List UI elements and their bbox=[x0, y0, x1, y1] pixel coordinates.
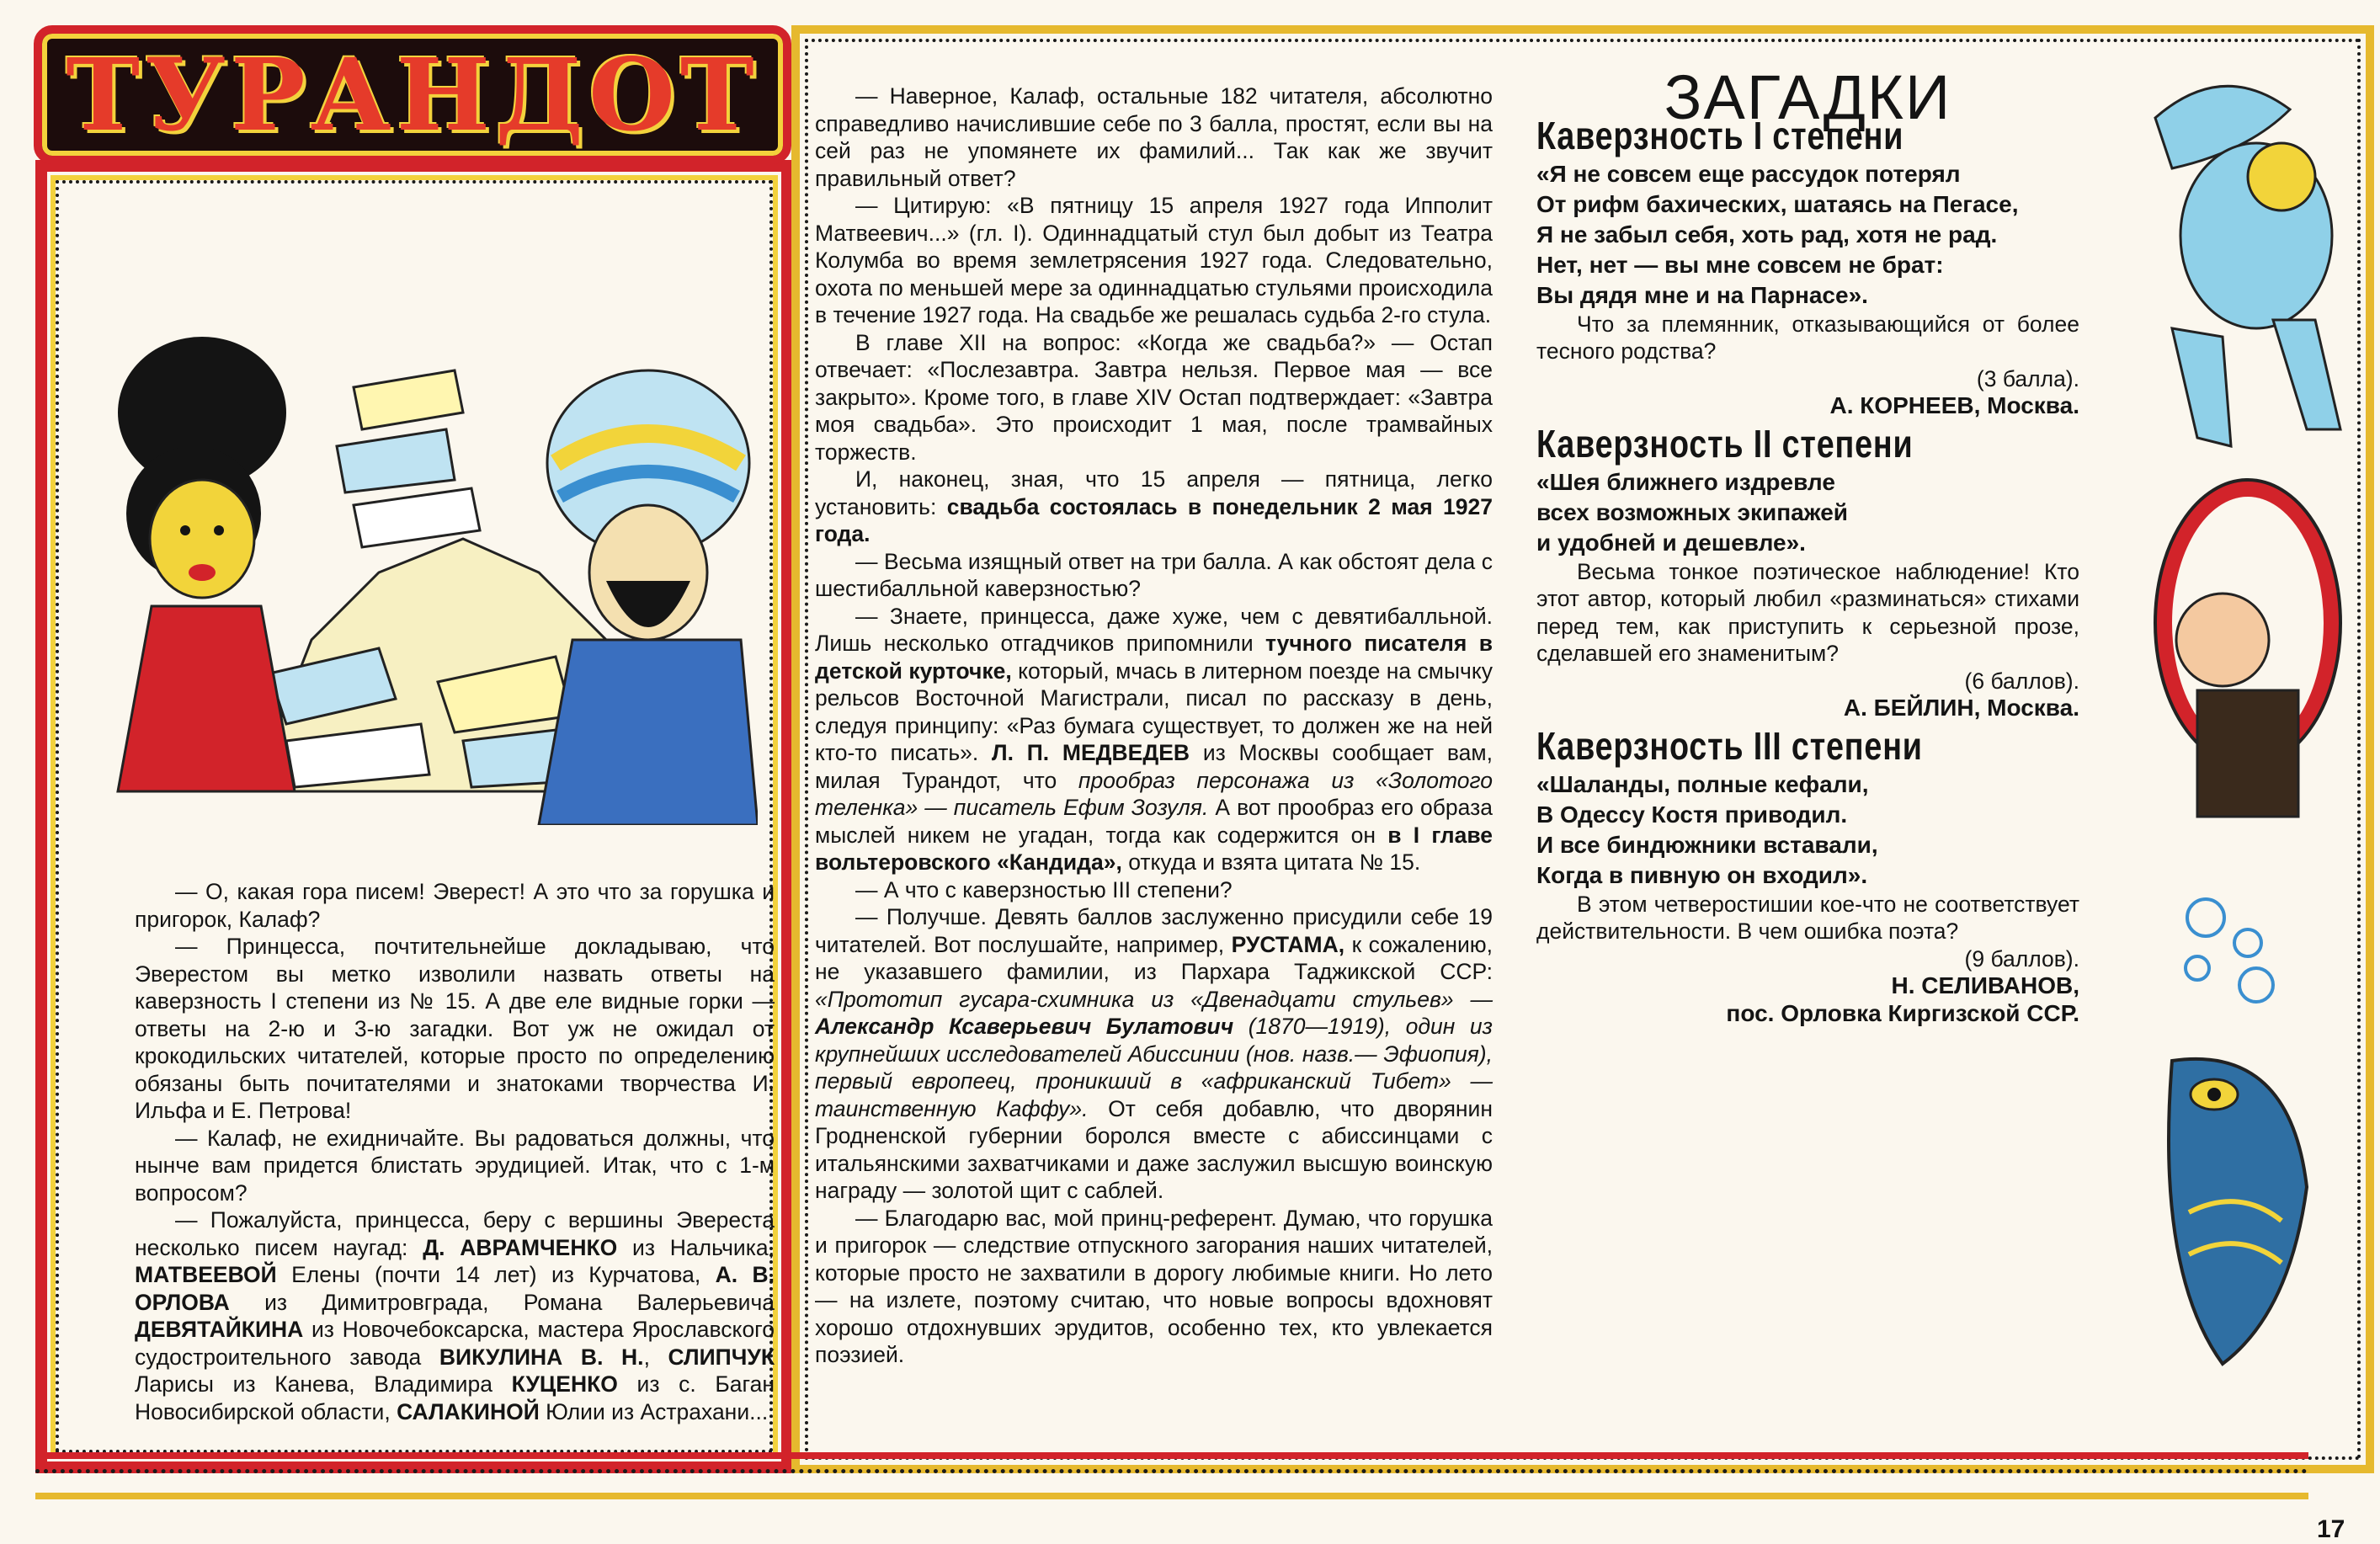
paragraph: — Пожалуйста, принцесса, беру с вершины Эвереста несколько писем наугад: Д. АВРАМЧЕНКО из Нальчика, МАТВЕЕВОЙ Елены (почти 14 лет) из Курчатова, А. В. ОРЛОВА из Димитровграда, Романа Валерьевича ДЕВЯТАЙКИНА из Новочебоксарска, мастера Ярославского судостроительного завода ВИКУЛИНА В. Н., СЛИПЧУК Ларисы из Канева, Владимира КУЦЕНКО из с. Баган Новосибирской области, САЛАКИНОЙ Юлии из Астрахани... bbox=[135, 1207, 775, 1424]
side-cartoon-illustrations bbox=[2122, 51, 2357, 1398]
paragraph: — О, какая гора писем! Эверест! А это что за горушка и пригорок, Калаф? bbox=[135, 879, 775, 932]
paragraph: — Наверное, Калаф, остальные 182 читателя, абсолютно справедливо начислившие себе по 3 балла, простят, если вы на сей раз не упомянете их фамилий... Так как же звучит правильный ответ? bbox=[815, 83, 1493, 191]
riddle-2-heading: Каверзность II степени bbox=[1536, 421, 1914, 466]
riddle-3-author-place: пос. Орловка Киргизской ССР. bbox=[1726, 999, 2079, 1026]
reader-name: СЛИПЧУК bbox=[668, 1344, 775, 1370]
riddle-1-points: (3 балла). bbox=[1976, 365, 2079, 391]
riddle-3-author: Н. СЕЛИВАНОВ, bbox=[1891, 972, 2079, 998]
riddle-1-verse: «Я не совсем еще рассудок потерял От рифм бахических, шатаясь на Пегасе, Я не забыл себя, хоть рад, хотя не рад. Нет, нет — вы мне совсем не брат: Вы дядя мне и на Парнасе». bbox=[1536, 160, 2019, 308]
riddle-2-question: Весьма тонкое поэтическое наблюдение! Кто этот автор, который любил «разминаться» стихами перед тем, как приступить к серьезной прозе, сделавшей его знаменитым? bbox=[1536, 558, 2079, 666]
bubbles-icon bbox=[2186, 899, 2273, 1002]
paragraph: — Калаф, не ехидничайте. Вы радоваться должны, что нынче вам придется блистать эрудицией. Итак, что с 1-м вопросом? bbox=[135, 1125, 775, 1206]
paragraph: В главе XII на вопрос: «Когда же свадьба?» — Остап отвечает: «Послезавтра. Завтра нельзя. Первое мая — все закрыто». Кроме того, в главе XIV Остап подтверждает: «Завтра моя свадьба». Это происходит 1 мая, после трамвайных торжеств. bbox=[815, 329, 1493, 465]
reader-name: Л. П. МЕДВЕДЕВ bbox=[992, 740, 1190, 765]
reader-name: А. В. ОРЛОВА bbox=[135, 1262, 775, 1315]
man-in-mirror-icon bbox=[2155, 480, 2340, 817]
paragraph: — Знаете, принцесса, даже хуже, чем с девятибалльной. Лишь несколько отгадчиков припомнили тучного писателя в детской курточке, который, мчась в литерном поезде на смычку рельсов Восточной Магистрали, писал по рассказу в день, следуя принципу: «Раз бумага существует, то должен же на ней кто-то писать». Л. П. МЕДВЕДЕВ из Москвы сообщает вам, милая Турандот, что прообраз персонажа из «Золотого теленка» — писатель Ефим Зозуля. А вот прообраз его образа мыслей никем не угадан, тогда как содержится он в I главе вольтеровского «Кандида», откуда и взята цитата № 15. bbox=[815, 603, 1493, 875]
paragraph: И, наконец, зная, что 15 апреля — пятница, легко установить: свадьба состоялась в понедельник 2 мая 1927 года. bbox=[815, 466, 1493, 546]
riddle-2-author: А. БЕЙЛИН, Москва. bbox=[1843, 695, 2079, 721]
princess-figure bbox=[118, 337, 295, 791]
riddle-1-heading: Каверзность I степени bbox=[1536, 113, 1904, 157]
reader-name: Д. АВРАМЧЕНКО bbox=[423, 1234, 618, 1260]
riddle-3-heading: Каверзность III степени bbox=[1536, 723, 1923, 768]
riddle-3-question: В этом четверостишии кое-что не соответствует действительности. В чем ошибка поэта? bbox=[1536, 891, 2079, 944]
calaf-figure bbox=[539, 370, 758, 825]
page-number: 17 bbox=[2317, 1515, 2345, 1543]
paragraph: — Весьма изящный ответ на три балла. А как обстоят дела с шестибалльной каверзностью? bbox=[815, 548, 1493, 601]
riddle-2-verse: «Шея ближнего издревле всех возможных экипажей и удобней и дешевле». bbox=[1536, 468, 1848, 556]
turandot-calaf-illustration bbox=[101, 320, 758, 825]
page-title: ТУРАНДОТ bbox=[66, 36, 759, 153]
riddles-heading: ЗАГАДКИ bbox=[1664, 62, 1952, 132]
paragraph: — Получше. Девять баллов заслуженно присудили себе 19 читателей. Вот послушайте, например, РУСТАМА, к сожалению, не указавшего фамилии, из Пархара Таджикской ССР: «Прототип гусара-схимника из «Двенадцати стульев» — Александр Ксаверьевич Булатович (1870—1919), один из крупнейших исследователей Абиссинии (нов. назв.— Эфиопия), первый европеец, проникший в «африканский Тибет» — таинственную Каффу». От себя добавлю, что дворянин Гродненской губернии боролся вместе с абиссинцами с итальянскими захватчиками и даже заслужил высшую воинскую награду — золотой щит с саблей. bbox=[815, 904, 1493, 1203]
paragraph: — Цитирую: «В пятницу 15 апреля 1927 года Ипполит Матвеевич...» (гл. I). Одиннадцатый стул был добыт из Театра Колумба во время землетрясения 1927 года. Следовательно, охота по меньшей мере за одиннадцатью стульями происходила в течение 1927 года. На свадьбе же решалась судьба 2-го стула. bbox=[815, 193, 1493, 327]
reader-name: РУСТАМА, bbox=[1231, 931, 1345, 957]
riddle-3-verse: «Шаланды, полные кефали, В Одессу Костя приводил. И все биндюжники вставали, Когда в пивную он входил». bbox=[1536, 770, 1878, 888]
paragraph: — А что с каверзностью III степени? bbox=[855, 876, 1233, 902]
answer-highlight: свадьба состоялась в понедельник 2 мая 1927 года. bbox=[815, 493, 1493, 546]
dialogue-column-middle bbox=[815, 83, 1493, 1369]
reader-name: КУЦЕНКО bbox=[511, 1371, 618, 1397]
mullet-fish-icon bbox=[2169, 1059, 2307, 1364]
pegasus-horse-icon bbox=[2155, 86, 2340, 446]
dialogue-column-left bbox=[135, 878, 775, 1425]
reader-name: ДЕВЯТАЙКИНА bbox=[135, 1317, 304, 1342]
riddles-column bbox=[1536, 62, 2079, 1027]
reader-name: МАТВЕЕВОЙ bbox=[135, 1262, 277, 1287]
riddle-3-points: (9 баллов). bbox=[1964, 945, 2079, 972]
bottom-decorative-strip bbox=[35, 1452, 2308, 1499]
riddle-1-question: Что за племянник, отказывающийся от более тесного родства? bbox=[1536, 311, 2079, 364]
riddle-2-points: (6 баллов). bbox=[1964, 668, 2079, 694]
reader-name: САЛАКИНОЙ bbox=[397, 1398, 540, 1424]
paragraph: — Принцесса, почтительнейше докладываю, что Эверестом вы метко изволили назвать ответы на каверзность I степени из № 15. А две еле видные горки — ответы на 2-ю и 3-ю загадки. Вот уж не ожидал от крокодильских читателей, которые просто по определению обязаны быть почитателями и знатоками творчества И. Ильфа и Е. Петрова! bbox=[135, 934, 775, 1123]
paragraph: — Благодарю вас, мой принц-референт. Думаю, что горушка и пригорок — следствие отпускного загорания наших читателей, которые просто не захватили в дорогу любимые книги. Но лето — на излете, поэтому считаю, что новые вопросы вдохновят хорошо отдохнувших эрудитов, особенно тех, кто увлекается поэзией. bbox=[815, 1205, 1493, 1367]
title-badge bbox=[34, 25, 791, 164]
reader-name: ВИКУЛИНА В. Н. bbox=[439, 1344, 644, 1370]
riddle-1-author: А. КОРНЕЕВ, Москва. bbox=[1829, 392, 2079, 418]
